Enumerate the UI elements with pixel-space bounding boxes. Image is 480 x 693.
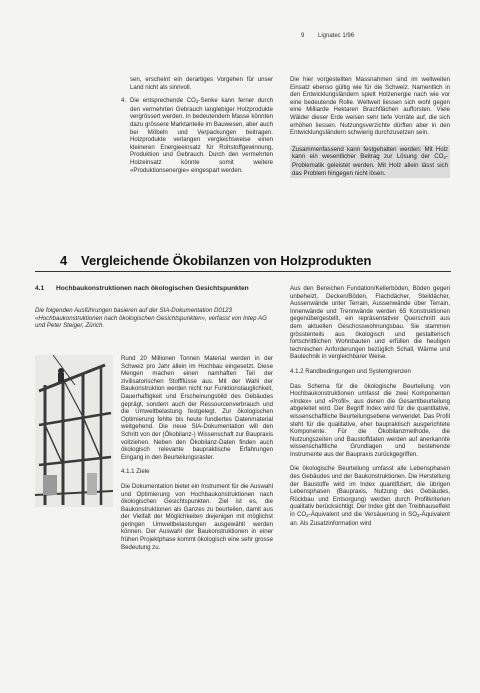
middle-column [121, 355, 273, 551]
heading-4-1-2: 4.1.2 Randbedingungen und Systemgrenzen [290, 367, 411, 375]
ziele-paragraph: Die Dokumentation bietet ein Instrument für die Auswahl und Optimierung von Hochbaukonstruktionen nach ökologischen Gesichtspunkten. Ziel ist es, die Baukonstruktionen als Ganzes zu beurteilen, damit aus der Vielfalt der Möglichkeiten diejenigen mit möglichst geringen Umweltbelastungen ausgewählt werden können. Der Auswahl der Baukonstruktionen in einer frühen Projektphase kommt ökologisch eine sehr grosse Bedeutung zu. [121, 482, 273, 551]
summary-highlight: Zusammenfassend kann festgehalten werden: Mit Holz kann ein wesentlicher Beitrag zur Lösung der $CO_2$-Problematik geleistet werden. Mit Holz allein lässt sich das Problem hingegen nicht lösen. [292, 145, 448, 177]
list-text: Die entsprechende $CO_2$-Senke kann ferner durch den vermehrten Gebrauch langlebiger Holzprodukte vergrössert werden. In bedeutendem Masse könnten dazu grössere Marktanteile im Bauwesen, aber auch bei Möbeln und Verpackungen beitragen. Holzprodukte verlangen vergleichsweise einen kleineren Energieeinsatz für Rohstoffgewinnung, Produktion und Gebrauch. Durch den vermehrten Holzeinsatz könnte somit weitere «Produktionsenergie» eingespart werden. [130, 97, 274, 174]
construction-photo [35, 355, 113, 507]
section-title: Vergleichende Ökobilanzen von Holzprodukten [81, 253, 372, 268]
intro-paragraph: Rund 20 Millionen Tonnen Material werden in der Schweiz pro Jahr allein im Hochbau eingesetzt. Diese Mengen machen einen namhaften Teil der zivilisatorischen Stoffflüsse aus. Mit der Wahl der Baukonstruktion werden nicht nur Funktionstauglichkeit, Dauerhaftigkeit und Erscheinungsbild des Gebäudes geprägt, sondern auch der Ressourcenverbrauch und die Umweltbelastung festgelegt. Zur ökologischen Optimierung fehlte bis heute fundiertes Datenmaterial weitgehend. Die neue SIA-Dokumentation will den Schritt von der (Ökobilanz-) Wissenschaft zur Baupraxis vollziehen. Neben den Ökobilanz-Daten finden auch ökologisch relevante baupraktische Erfahrungen Eingang in den Beurteilungsraster. [121, 355, 273, 461]
top-right-column [290, 76, 450, 178]
section-number: 4 [60, 253, 68, 268]
continuation-text: sen, erscheint ein derartiges Vorgehen für unser Land nicht als sinnvoll. [130, 76, 273, 91]
subsection-number: 4.1 [35, 285, 45, 292]
intro-text: Die folgenden Ausführungen basieren auf der SIA-Dokumentation D0123 «Hochbaukonstruktionen nach ökologischen Gesichtspunkten», verfasst von Intep AG und Peter Steiger, Zürich. [35, 307, 267, 330]
list-number: 4. [121, 97, 127, 105]
lifecycle-paragraph: Die ökologische Beurteilung umfasst alle Lebensphasen des Gebäudes und der Baukonstruktionen. Die Herstellung der Baustoffe wird im Index quantifiziert, die übrigen Lebensphasen (Baupraxis, Nutzung des Gebäudes, Rückbau und Entsorgung) werden durch Profilkriterien qualitativ berücksichtigt. Der Index gibt den Treibhauseffekt in $CO_2$-Äquivalent und die Versäuerung in $SO_2$-Äquivalent an. Als Zusatzinformation wird [290, 465, 451, 527]
section-rule [35, 271, 451, 272]
right-column [290, 285, 450, 527]
page-number: 9 [301, 33, 305, 39]
heading-4-1-1: 4.1.1 Ziele [121, 468, 150, 476]
constructions-paragraph: Aus den Bereichen Fundation/Kellerböden, Böden gegen unbeheizt, Decken/Böden, Flachdächer, Steildächer, Aussenwände unter Terrain, Aussenwände über Terrain, Innenwände und Trennwände werden 65 Konstruktionen gegenübergestellt, ein repräsentativer Querschnitt aus dem aktuellen Geschosswohnungsbau. Sie stammen grösstenteils aus ökologisch und gestalterisch fortschrittlichen Wohnbauten und erfüllen die heutigen technischen Anforderungen bezüglich Schall, Wärme und Bautechnik in vergleichbarer Weise. [290, 285, 450, 361]
top-left-column [121, 76, 273, 174]
timber-frame-image [35, 355, 113, 507]
list-item [121, 97, 273, 174]
schema-paragraph: Das Schema für die ökologische Beurteilung von Hochbaukonstruktionen umfasst die zwei Komponenten «Index» und «Profil», aus denen die Gesamtbeurteilung abgeleitet wird. Der Begriff Index wird für die quantitative, wissenschaftliche Beurteilungsebene verwendet. Das Profil steht für die qualitative, eher baupraktisch ausgerichtete Komponente. Für die Ökobilanzmethode, die Nutzungszeiten und Baustoffdaten werden auf anerkannte wissenschaftliche Grundlagen und bestehende Instrumente aus der Baupraxis zurückgegriffen. [290, 382, 450, 458]
measures-paragraph: Die hier vorgestellten Massnahmen sind im weltweiten Einsatz ebenso gültig wie für die Schweiz. Namentlich in den Entwicklungsländern spielt Holzenergie nach wie vor eine bedeutende Rolle. Weltweit liessen sich wohl gegen eine Milliarde Hektaren Brachflächen aufforsten. Viele Wälder dieser Erde weisen sehr tiefe Vorräte auf, die sich erhöhen liessen. Nutzungsverzichte dürften aber in den Entwicklungsländern schwierig durchzusetzen sein. [290, 76, 450, 137]
journal-name: Lignatec 1/96 [318, 33, 355, 39]
subsection-title: Hochbaukonstruktionen nach ökologischen Gesichtspunkten [56, 285, 249, 292]
